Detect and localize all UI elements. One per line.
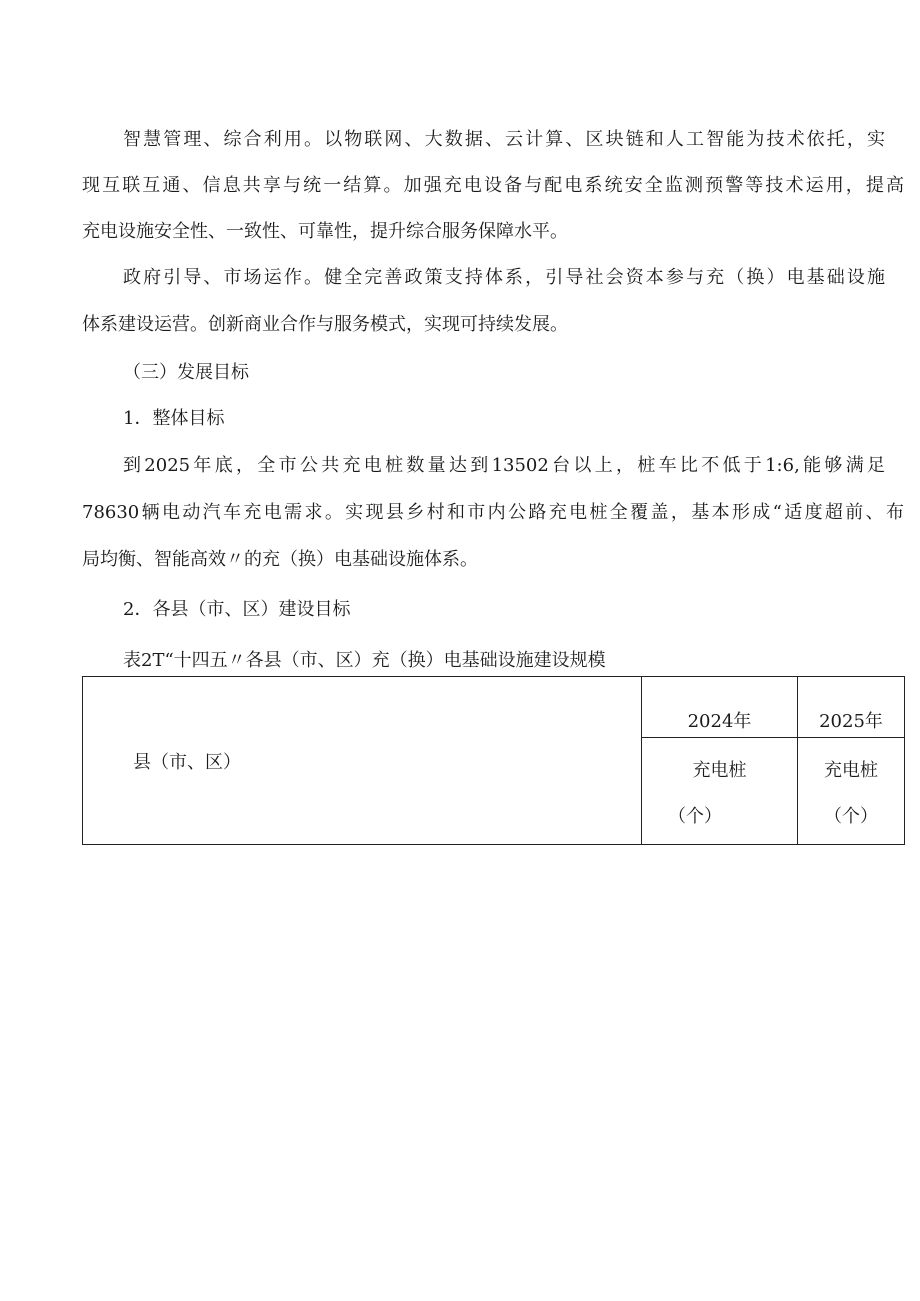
year-2024-header-cell: [642, 677, 798, 738]
pile-2025-unit: （个）: [824, 806, 878, 827]
construction-scale-table: [82, 676, 905, 845]
subsection-heading-overall-goals: 1．整体目标: [123, 408, 225, 429]
paragraph-overall-goals-line-2: 78630辆电动汽车充电需求。实现县乡村和市内公路充电桩全覆盖，基本形成“适度超前、布: [82, 502, 904, 523]
paragraph-smart-management-line-1: 智慧管理、综合利用。以物联网、大数据、云计算、区块链和人工智能为技术依托，实: [123, 129, 885, 150]
county-header-label: 县（市、区）: [133, 751, 241, 773]
paragraph-government-guidance-line-1: 政府引导、市场运作。健全完善政策支持体系，引导社会资本参与充（换）电基础设施: [123, 267, 885, 288]
table-caption: 表2T“十四五〃各县（市、区）充（换）电基础设施建设规模: [123, 650, 606, 671]
paragraph-government-guidance-line-2: 体系建设运营。创新商业合作与服务模式，实现可持续发展。: [82, 314, 568, 335]
county-header-cell: [83, 677, 642, 845]
paragraph-smart-management-line-3: 充电设施安全性、一致性、可靠性，提升综合服务保障水平。: [82, 221, 568, 242]
pile-2025-header-cell: [798, 738, 905, 845]
paragraph-overall-goals-line-1: 到2025年底，全市公共充电桩数量达到13502台以上，桩车比不低于1:6,能够满足: [123, 455, 885, 476]
pile-2024-unit: （个）: [668, 806, 722, 827]
pile-2024-label: 充电桩: [692, 760, 747, 781]
pile-2024-header-cell: [642, 738, 798, 845]
paragraph-smart-management-line-2: 现互联互通、信息共享与统一结算。加强充电设备与配电系统安全监测预警等技术运用，提高: [82, 175, 904, 196]
year-2025-label: 2025年: [819, 711, 883, 732]
pile-2025-label: 充电桩: [824, 760, 878, 781]
subsection-heading-county-goals: 2．各县（市、区）建设目标: [123, 599, 351, 620]
year-2025-header-cell: [798, 677, 905, 738]
year-2024-label: 2024年: [687, 711, 752, 732]
paragraph-overall-goals-line-3: 局均衡、智能高效〃的充（换）电基础设施体系。: [82, 549, 478, 570]
section-heading-development-goals: （三）发展目标: [123, 362, 249, 383]
